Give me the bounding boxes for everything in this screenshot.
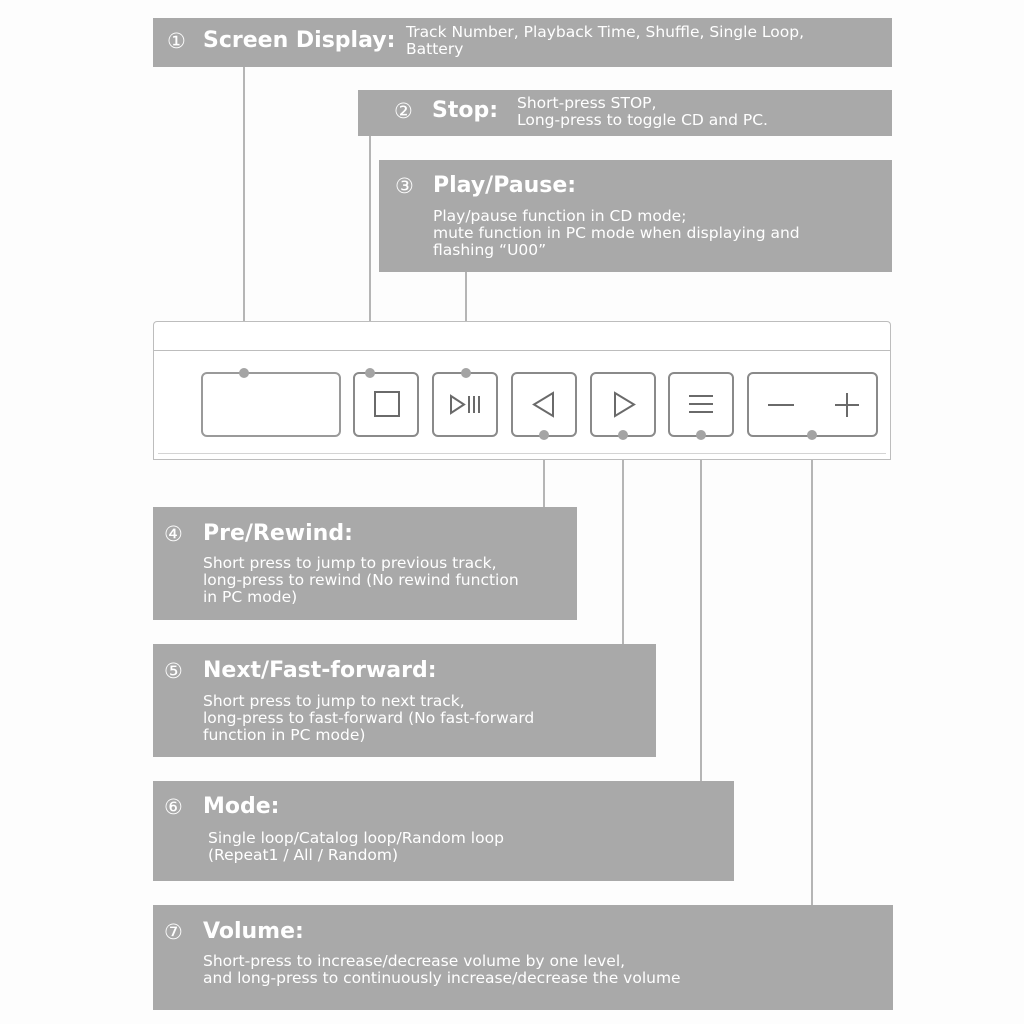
connector-dot-mode <box>696 430 706 440</box>
connector-dot-stop <box>365 368 375 378</box>
callout-mode <box>153 781 734 881</box>
callout-next-fast-forward <box>153 644 656 757</box>
callout-number: ⑦ <box>164 920 183 944</box>
callout-number: ⑥ <box>164 795 183 819</box>
callout-description: Single loop/Catalog loop/Random loop (Repeat1 / All / Random) <box>208 829 504 864</box>
previous-button[interactable] <box>511 372 577 437</box>
play-pause-icon <box>434 374 496 435</box>
callout-description: Short press to jump to previous track, long-press to rewind (No rewind function in PC mode) <box>203 554 519 606</box>
next-icon <box>592 374 654 435</box>
callout-number: ④ <box>164 522 183 546</box>
mode-button[interactable] <box>668 372 734 437</box>
connector-line-volume <box>811 435 813 905</box>
callout-number: ③ <box>395 174 414 198</box>
play-pause-button[interactable] <box>432 372 498 437</box>
callout-description: Short-press STOP, Long-press to toggle CD and PC. <box>517 94 768 129</box>
volume-icons <box>749 374 876 435</box>
callout-description: Short press to jump to next track, long-press to fast-forward (No fast-forward function in PC mode) <box>203 692 535 744</box>
connector-dot-previous <box>539 430 549 440</box>
callout-title: Screen Display: <box>203 28 396 53</box>
connector-dot-volume <box>807 430 817 440</box>
callout-number: ① <box>167 29 186 53</box>
callout-title: Play/Pause: <box>433 173 577 198</box>
connector-line-next <box>622 435 624 644</box>
volume-plus-icon <box>835 393 859 417</box>
callout-description: Play/pause function in CD mode; mute function in PC mode when displaying and flashing “U00” <box>433 207 800 259</box>
callout-number: ② <box>394 99 413 123</box>
callout-description: Track Number, Playback Time, Shuffle, Single Loop, Battery <box>406 23 805 58</box>
callout-number: ⑤ <box>164 659 183 683</box>
stop-button[interactable] <box>353 372 419 437</box>
callout-title: Volume: <box>203 919 304 944</box>
volume-button[interactable] <box>747 372 878 437</box>
previous-icon <box>513 374 575 435</box>
connector-dot-next <box>618 430 628 440</box>
callout-description: Short-press to increase/decrease volume by one level, and long-press to continuously increase/decrease the volume <box>203 952 681 987</box>
callout-play-pause <box>379 160 892 272</box>
screen-display <box>201 372 341 437</box>
callout-screen-display <box>153 18 892 67</box>
callout-title: Pre/Rewind: <box>203 521 353 546</box>
callout-title: Stop: <box>432 98 499 123</box>
callout-pre-rewind <box>153 507 577 620</box>
mode-icon <box>670 374 732 435</box>
callout-volume <box>153 905 893 1010</box>
next-button[interactable] <box>590 372 656 437</box>
device-top-panel <box>153 321 891 350</box>
connector-dot-play-pause <box>461 368 471 378</box>
callout-title: Next/Fast-forward: <box>203 658 437 683</box>
stop-icon <box>355 374 417 435</box>
connector-dot-screen <box>239 368 249 378</box>
callout-title: Mode: <box>203 794 280 819</box>
callout-stop <box>358 90 892 136</box>
connector-line-mode <box>700 435 702 781</box>
